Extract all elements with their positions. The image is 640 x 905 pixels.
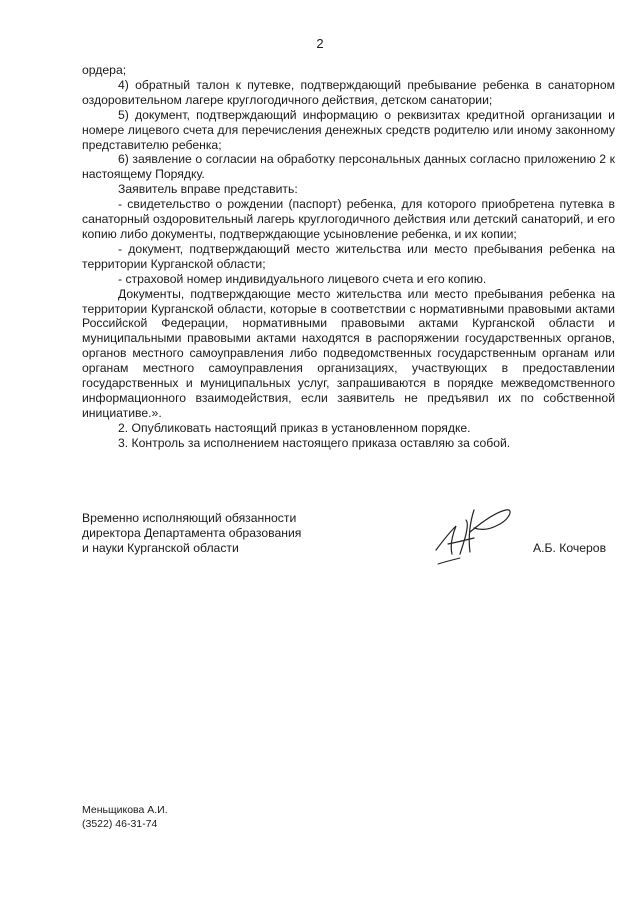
paragraph: ордера; [82, 63, 127, 77]
signatory-title [82, 511, 301, 556]
document-body [82, 63, 615, 451]
executor-phone: (3522) 46-31-74 [82, 817, 158, 830]
paragraph: - документ, подтверждающий место жительства или место пребывания ребенка на территории Курганской области; [82, 241, 615, 271]
paragraph: - страховой номер индивидуального лицевого счета и его копию. [118, 271, 487, 286]
handwritten-signature [430, 502, 525, 568]
executor-footer [82, 804, 168, 831]
signatory-title-line: директора Департамента образования [82, 525, 302, 540]
paragraph: 6) заявление о согласии на обработку персональных данных согласно приложению 2 к настоящему Порядку. [82, 152, 615, 182]
signatory-title-line: Временно исполняющий обязанности [82, 511, 297, 525]
page-number: 2 [316, 36, 324, 51]
paragraph: 5) документ, подтверждающий информацию о реквизитах кредитной организации и номере лицевого счета для перечисления денежных средств родителю или иному законному представителю ребенка; [82, 107, 615, 152]
paragraph: 2. Опубликовать настоящий приказ в установленном порядке. [118, 420, 471, 435]
paragraph: - свидетельство о рождении (паспорт) ребенка, для которого приобретена путевка в санаторный оздоровительный лагерь круглогодичного действия или детский санаторий, и его копию либо документы, подтверждающие усыновление ребенка, и их копии; [82, 197, 615, 241]
paragraph: 4) обратный талон к путевке, подтверждающий пребывание ребенка в санаторном оздоровительном лагере круглогодичного действия, детском санатории; [82, 77, 615, 107]
paragraph: 3. Контроль за исполнением настоящего приказа оставляю за собой. [118, 435, 511, 450]
paragraph: Заявитель вправе представить: [118, 182, 298, 197]
signatory-title-line: и науки Курганской области [82, 540, 239, 555]
paragraph: Документы, подтверждающие место жительства или место пребывания ребенка на территории Курганской области, которые в соответствии с нормативными правовыми актами Российской Федерации, нормативными правовыми актами Курганской области и муниципальными правовыми актами находятся в распоряжении государственных органов, органов местного самоуправления либо подведомственных государственным органам или органам местного самоуправления организациях, участвующих в предоставлении государственных и муниципальных услуг, запрашиваются в порядке межведомственного информационного взаимодействия, если заявитель не предъявил их по собственной инициативе.». [82, 286, 615, 420]
signatory-name: А.Б. Кочеров [533, 541, 607, 555]
executor-name: Меньщикова А.И. [82, 804, 168, 816]
